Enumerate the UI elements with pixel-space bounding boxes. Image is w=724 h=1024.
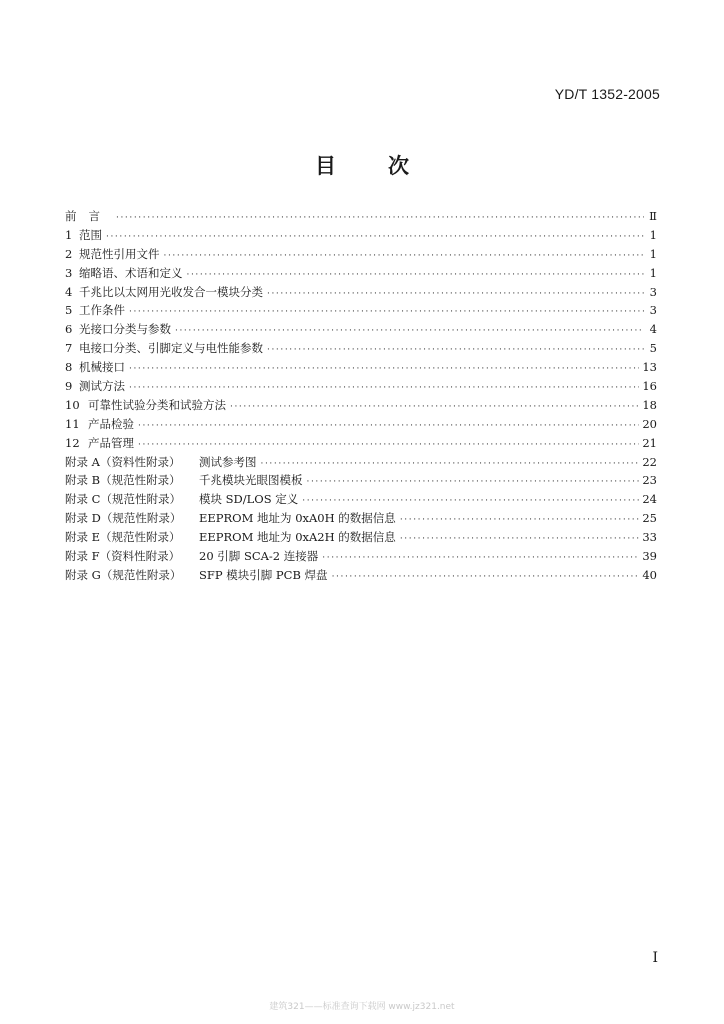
annex-tag: 附录 A（资料性附录） xyxy=(65,454,181,469)
annex-page: 22 xyxy=(642,454,657,469)
toc-annex-a[interactable] xyxy=(65,454,657,473)
toc-leader-dots xyxy=(175,326,644,336)
toc-leader-dots xyxy=(116,213,644,223)
annex-page: 23 xyxy=(642,473,657,488)
toc-annex-b[interactable] xyxy=(65,472,657,491)
annex-page: 40 xyxy=(642,567,657,582)
toc-entry-page: 1 xyxy=(649,246,657,261)
toc-leader-dots xyxy=(138,440,639,450)
toc-entry-8[interactable] xyxy=(65,359,657,378)
toc-entry-page: 16 xyxy=(642,379,657,394)
toc-entry-page: 3 xyxy=(649,284,657,299)
toc-entry-label: 前言 xyxy=(65,209,112,223)
toc-leader-dots xyxy=(138,421,639,431)
toc-entry-number: 8 xyxy=(65,360,73,375)
toc-entry-label: 光接口分类与参数 xyxy=(79,322,171,337)
toc-entry-number: 6 xyxy=(65,322,73,337)
toc-entry-number: 7 xyxy=(65,341,73,356)
toc-leader-dots xyxy=(129,307,644,317)
toc-entry-number: 12 xyxy=(65,435,80,450)
toc-leader-dots xyxy=(106,232,644,242)
toc-entry-label: 可靠性试验分类和试验方法 xyxy=(88,397,226,412)
toc-leader-dots xyxy=(307,477,640,487)
toc-entry-10[interactable] xyxy=(65,397,657,416)
toc-entry-label: 产品检验 xyxy=(88,416,134,431)
toc-entry-page: 21 xyxy=(642,435,657,450)
toc-entry-label: 工作条件 xyxy=(79,303,125,318)
annex-tag: 附录 F（资料性附录） xyxy=(65,549,181,564)
toc-leader-dots xyxy=(129,383,639,393)
annex-tag: 附录 B（规范性附录） xyxy=(65,473,181,488)
annex-tag: 附录 C（规范性附录） xyxy=(65,492,181,507)
toc-leader-dots xyxy=(302,496,639,506)
toc-entry-9[interactable] xyxy=(65,378,657,397)
toc-annex-e[interactable] xyxy=(65,529,657,548)
toc-entry-2[interactable] xyxy=(65,246,657,265)
toc-leader-dots xyxy=(164,251,645,261)
toc-entry-1[interactable] xyxy=(65,227,657,246)
toc-leader-dots xyxy=(400,515,640,525)
annex-tag: 附录 D（规范性附录） xyxy=(65,511,182,526)
toc-entry-page: 3 xyxy=(649,303,657,318)
watermark-text: 建筑321——标准查询下载网 www.jz321.net xyxy=(269,1002,455,1012)
annex-label: 测试参考图 xyxy=(199,454,257,469)
annex-tag: 附录 G（规范性附录） xyxy=(65,567,182,582)
annex-label: EEPROM 地址为 0xA2H 的数据信息 xyxy=(199,530,396,545)
toc-entry-page: 1 xyxy=(649,265,657,280)
toc-annex-d[interactable] xyxy=(65,510,657,529)
toc-entry-label: 范围 xyxy=(79,227,102,242)
annex-label: EEPROM 地址为 0xA0H 的数据信息 xyxy=(199,511,396,526)
toc-entry-3[interactable] xyxy=(65,265,657,284)
toc-entry-12[interactable] xyxy=(65,435,657,454)
standard-code: YD/T 1352-2005 xyxy=(554,86,660,102)
page-title: 目次 xyxy=(315,154,461,178)
toc-entry-page: 4 xyxy=(649,322,657,337)
toc-leader-dots xyxy=(267,345,644,355)
toc-leader-dots xyxy=(230,402,639,412)
toc-entry-number: 2 xyxy=(65,246,73,261)
toc-leader-dots xyxy=(322,553,639,563)
annex-label: 20 引脚 SCA-2 连接器 xyxy=(199,549,319,564)
toc-entry-number: 5 xyxy=(65,303,73,318)
toc-leader-dots xyxy=(129,364,639,374)
toc-leader-dots xyxy=(267,289,644,299)
annex-label: 模块 SD/LOS 定义 xyxy=(199,492,299,507)
toc-entry-number: 11 xyxy=(65,416,80,431)
toc-entry-label: 产品管理 xyxy=(88,435,134,450)
toc-entry-page: 20 xyxy=(642,416,657,431)
toc-entry-number: 10 xyxy=(65,397,80,412)
toc-entry-label: 缩略语、术语和定义 xyxy=(79,265,183,280)
toc-entry-4[interactable] xyxy=(65,284,657,303)
toc-entry-page: Ⅱ xyxy=(649,209,657,223)
toc-entry-page: 5 xyxy=(649,341,657,356)
toc-entry-label: 电接口分类、引脚定义与电性能参数 xyxy=(79,341,263,356)
toc-annex-c[interactable] xyxy=(65,491,657,510)
annex-page: 33 xyxy=(642,530,657,545)
toc-entry-label: 规范性引用文件 xyxy=(79,246,160,261)
annex-tag: 附录 E（规范性附录） xyxy=(65,530,181,545)
toc-entry-label: 测试方法 xyxy=(79,379,125,394)
toc-entry-7[interactable] xyxy=(65,340,657,359)
toc-leader-dots xyxy=(332,572,640,582)
toc-leader-dots xyxy=(187,270,645,280)
toc-entry-label: 机械接口 xyxy=(79,360,125,375)
toc-entry-number: 3 xyxy=(65,265,73,280)
toc-entry-label: 千兆比以太网用光收发合一模块分类 xyxy=(79,284,263,299)
toc-entry-6[interactable] xyxy=(65,321,657,340)
toc-entry-number: 1 xyxy=(65,227,73,242)
annex-label: SFP 模块引脚 PCB 焊盘 xyxy=(199,567,328,582)
toc-entry-page: 13 xyxy=(642,360,657,375)
annex-page: 25 xyxy=(642,511,657,526)
toc-entry-number: 4 xyxy=(65,284,73,299)
annex-label: 千兆模块光眼图模板 xyxy=(199,473,303,488)
toc-entry-number: 9 xyxy=(65,379,73,394)
table-of-contents xyxy=(65,208,657,586)
toc-annex-f[interactable] xyxy=(65,548,657,567)
toc-entry-foreword[interactable] xyxy=(65,208,657,227)
toc-leader-dots xyxy=(261,459,640,469)
annex-page: 24 xyxy=(642,492,657,507)
toc-leader-dots xyxy=(400,534,640,544)
toc-entry-page: 1 xyxy=(649,227,657,242)
toc-entry-11[interactable] xyxy=(65,416,657,435)
annex-page: 39 xyxy=(642,549,657,564)
toc-annex-g[interactable] xyxy=(65,567,657,586)
page-number: I xyxy=(652,950,658,966)
toc-entry-5[interactable] xyxy=(65,302,657,321)
toc-entry-page: 18 xyxy=(642,397,657,412)
